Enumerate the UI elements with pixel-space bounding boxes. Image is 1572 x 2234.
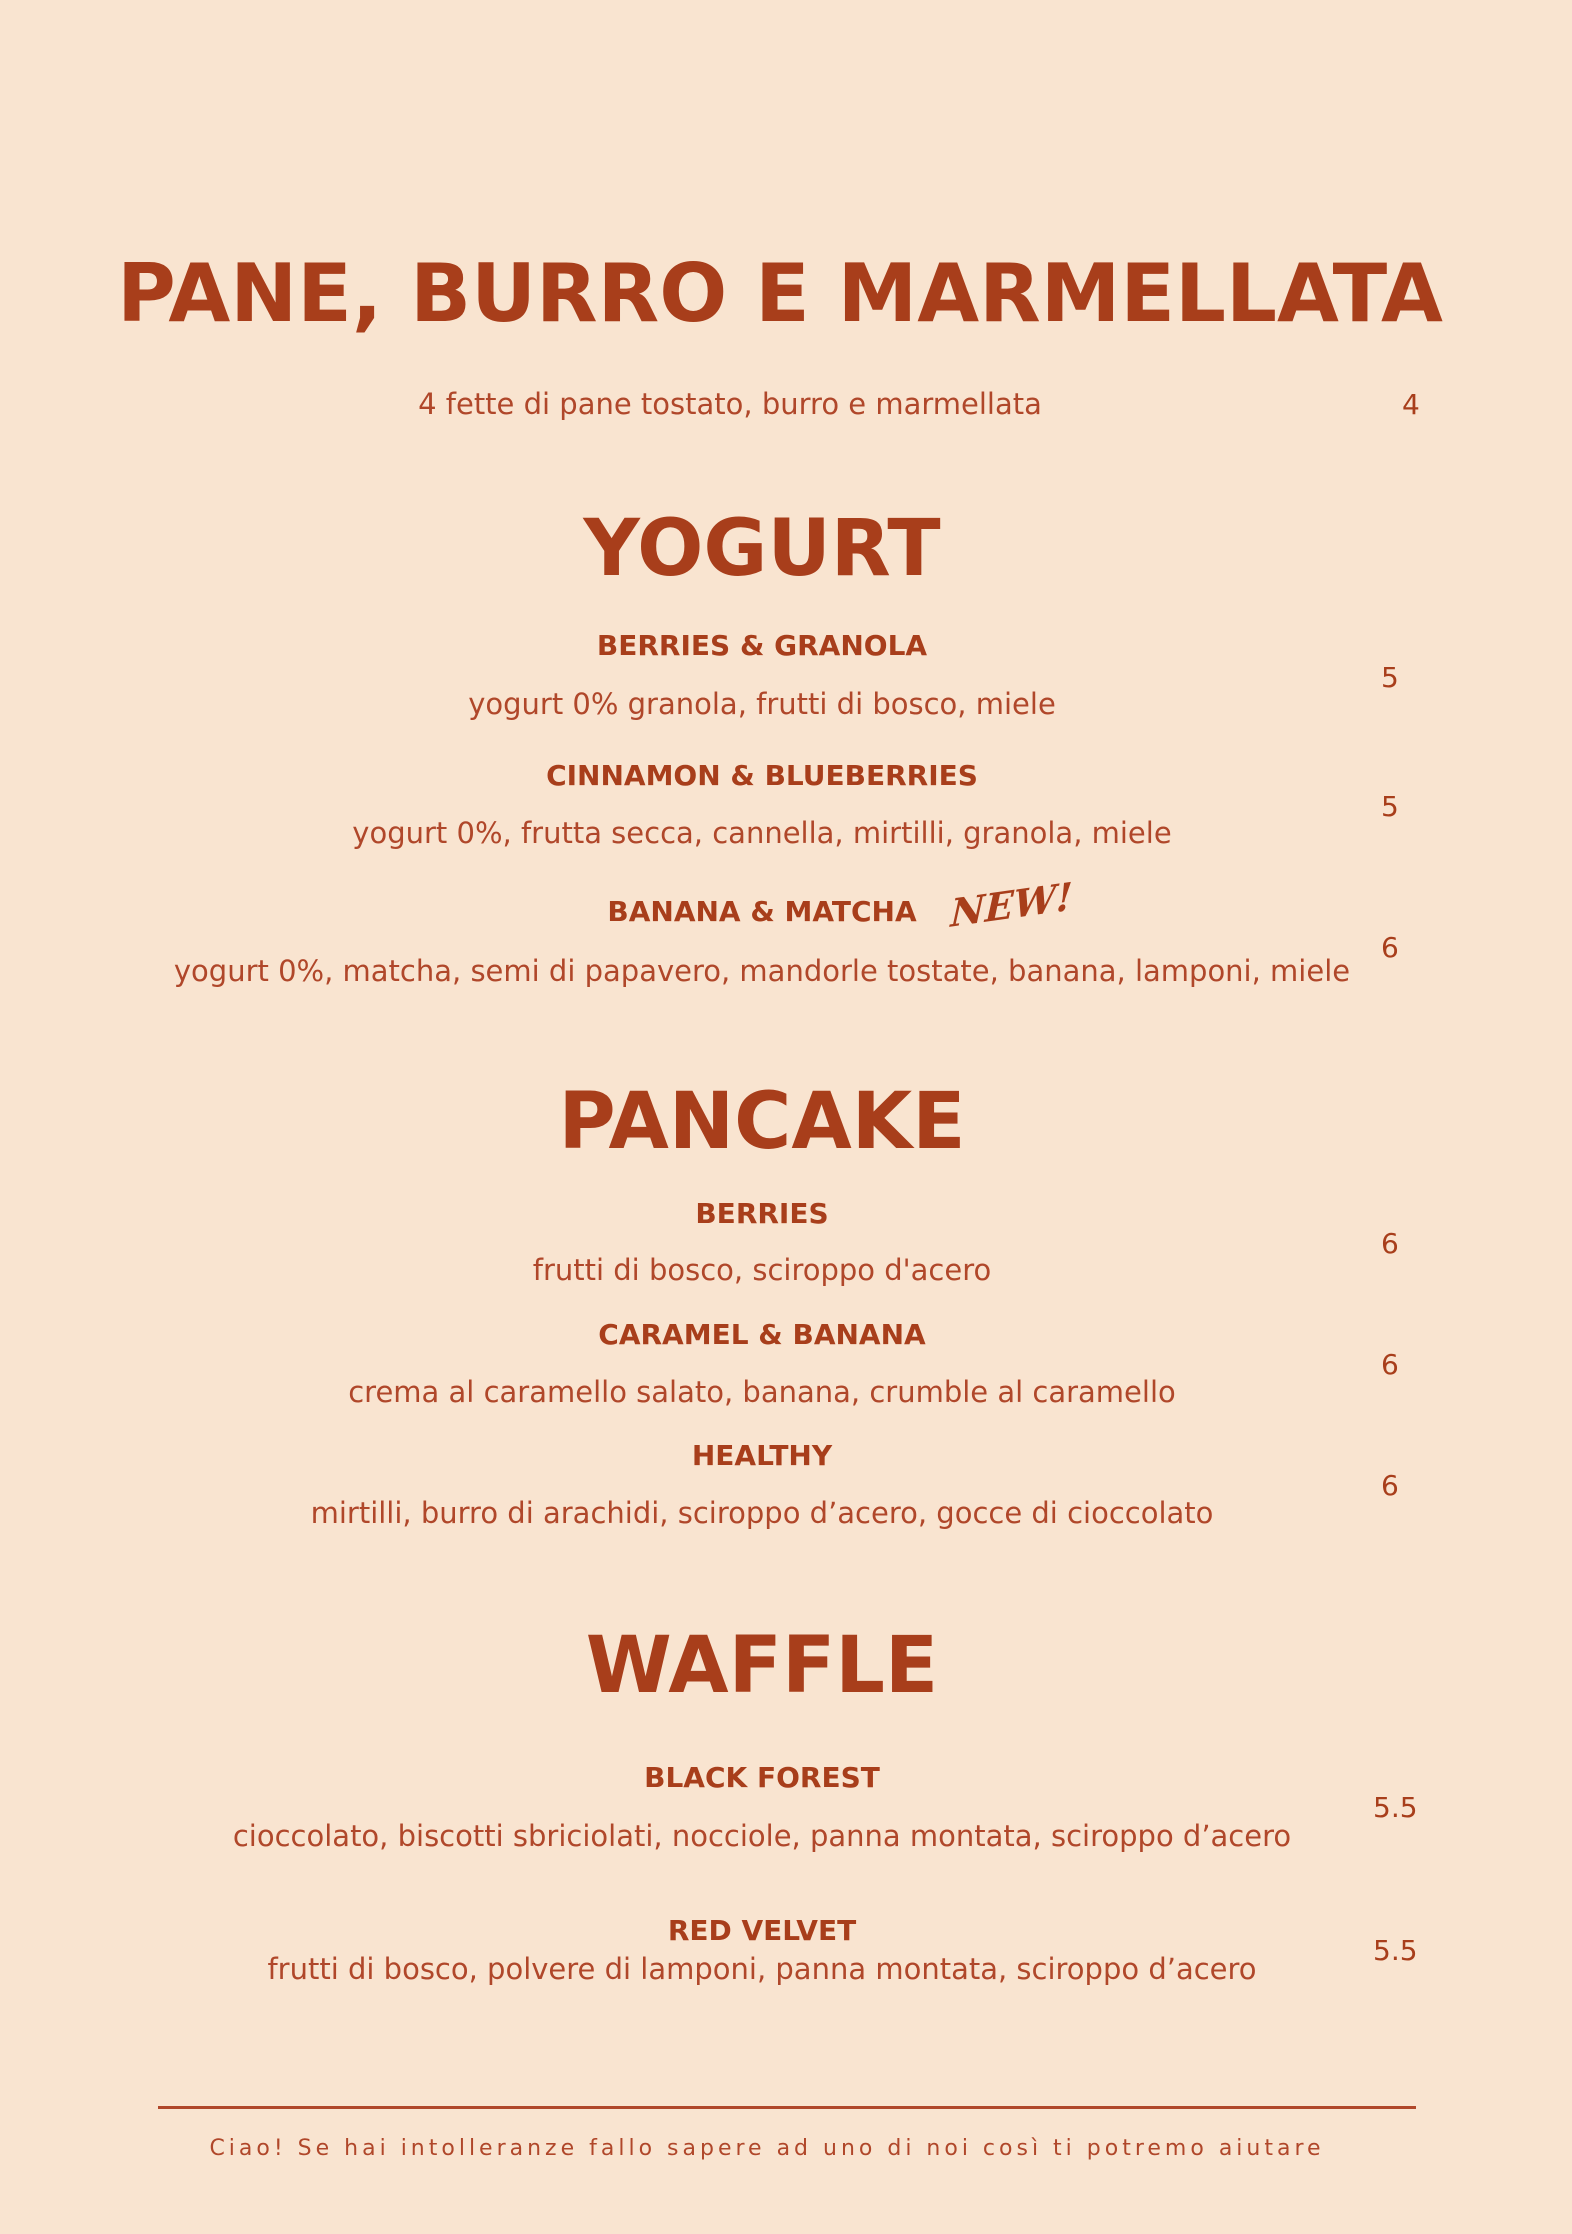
item-description: frutti di bosco, sciroppo d'acero	[532, 1253, 992, 1287]
item-name: CARAMEL & BANANA	[598, 1318, 926, 1351]
item-price: 5	[1381, 661, 1399, 694]
item-description: yogurt 0%, matcha, semi di papavero, mandorle tostate, banana, lamponi, miele	[173, 954, 1351, 988]
item-description: crema al caramello salato, banana, crumble al caramello	[348, 1375, 1176, 1409]
item-name: BERRIES	[695, 1197, 829, 1230]
item-description: 4 fette di pane tostato, burro e marmellata	[418, 387, 1042, 421]
footer-divider	[158, 2106, 1416, 2109]
item-description: yogurt 0% granola, frutti di bosco, miele	[468, 687, 1056, 721]
item-description: frutti di bosco, polvere di lamponi, panna montata, sciroppo d’acero	[267, 1952, 1257, 1986]
item-description: mirtilli, burro di arachidi, sciroppo d’acero, gocce di cioccolato	[310, 1496, 1214, 1530]
item-price: 5.5	[1373, 1934, 1418, 1967]
section-title-waffle: WAFFLE	[585, 1621, 939, 1711]
item-price: 6	[1381, 1469, 1399, 1502]
item-name: BERRIES & GRANOLA	[596, 629, 928, 662]
item-price: 6	[1381, 931, 1399, 964]
item-price: 4	[1402, 388, 1420, 421]
item-price: 6	[1381, 1348, 1399, 1381]
item-description: cioccolato, biscotti sbriciolati, nocciole, panna montata, sciroppo d’acero	[232, 1819, 1292, 1853]
item-name: RED VELVET	[667, 1914, 857, 1947]
section-title-yogurt: YOGURT	[583, 504, 941, 594]
item-price: 5.5	[1373, 1791, 1418, 1824]
new-badge: NEW!	[949, 873, 1074, 936]
footer-note: Ciao! Se hai intolleranze fallo sapere ad uno di noi così ti potremo aiutare	[209, 2136, 1325, 2161]
item-description: yogurt 0%, frutta secca, cannella, mirtilli, granola, miele	[352, 816, 1172, 850]
item-name: HEALTHY	[691, 1439, 833, 1472]
section-title-pancake: PANCAKE	[558, 1077, 966, 1167]
item-price: 5	[1381, 790, 1399, 823]
item-name: CINNAMON & BLUEBERRIES	[546, 759, 978, 792]
item-name: BANANA & MATCHA	[607, 895, 917, 928]
item-name: BLACK FOREST	[644, 1761, 880, 1794]
item-price: 6	[1381, 1227, 1399, 1260]
section-title-pane: PANE, BURRO E MARMELLATA	[117, 247, 1443, 340]
